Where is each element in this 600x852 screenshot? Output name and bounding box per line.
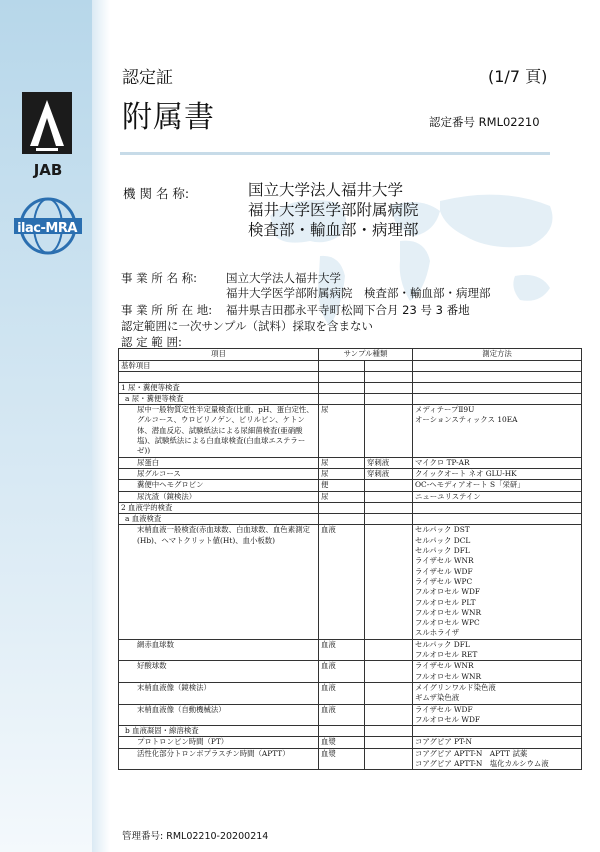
- table-cell-method: クイックオート ネオ GLU-HK: [413, 468, 582, 479]
- table-cell-sub: [365, 480, 413, 491]
- table-cell-sample: [319, 726, 365, 737]
- table-header-row: [119, 349, 582, 361]
- table-cell-sub: [365, 661, 413, 683]
- table-row: [119, 704, 582, 726]
- table-cell-sub: [365, 502, 413, 513]
- table-cell-method: [413, 382, 582, 393]
- table-cell-sub: [365, 682, 413, 704]
- table-cell-method: [413, 514, 582, 525]
- table-cell-sub: [365, 372, 413, 382]
- table-cell-item: 尿中一般物質定性半定量検査(比重、pH、蛋白定性、グルコース、ウロビリノゲン、ビリルビン、ケトン体、潜血反応、試験紙法による尿細菌検査(亜硝酸塩)、試験紙法による白血球検査(白血球エステラーゼ)): [119, 405, 319, 457]
- ilac-mra-logo-text: ilac-MRA: [17, 221, 77, 236]
- table-cell-sub: [365, 405, 413, 457]
- table-cell-sub: [365, 491, 413, 502]
- table-cell-method: セルパック DST セルパック DCL セルパック DFL ライザセル WNR ライザセル WDF ライザセル WPC フルオロセル WDF フルオロセル PLT フルオロセル WNR フルオロセル WPC スルホライザ: [413, 525, 582, 639]
- table-cell-sample: [319, 393, 365, 404]
- org-name-line: 福井大学医学部附属病院: [248, 201, 419, 219]
- table-cell-sample: 血液: [319, 525, 365, 639]
- table-cell-method: [413, 372, 582, 382]
- table-cell-item: 尿蛋白: [119, 457, 319, 468]
- table-cell-method: メディテープⅡ9U オーションスティックス 10EA: [413, 405, 582, 457]
- table-cell-item: 尿グルコース: [119, 468, 319, 479]
- address-label: 事 業 所 所 在 地:: [121, 303, 213, 317]
- table-cell-sub: [365, 393, 413, 404]
- scope-table: [118, 348, 582, 770]
- table-cell-item: 2 血液学的検査: [119, 502, 319, 513]
- table-row: [119, 382, 582, 393]
- table-cell-sample: 血液: [319, 682, 365, 704]
- table-cell-sample: [319, 502, 365, 513]
- table-cell-sample: 便: [319, 480, 365, 491]
- table-row: [119, 480, 582, 491]
- table-row: [119, 514, 582, 525]
- scope-label: 認 定 範 囲:: [121, 335, 182, 349]
- page-number: (1/7 頁): [488, 67, 548, 86]
- site-name-line: 福井大学医学部附属病院 検査部・輸血部・病理部: [226, 286, 491, 300]
- table-cell-sub: 穿刺液: [365, 457, 413, 468]
- table-cell-method: メイグリンワルド染色液 ギムザ染色液: [413, 682, 582, 704]
- table-cell-method: ニューユリステイン: [413, 491, 582, 502]
- table-cell-method: コアグピア APTT-N APTT 試薬 コアグピア APTT-N 塩化カルシウム液: [413, 748, 582, 770]
- table-cell-method: マイクロ TP-AR: [413, 457, 582, 468]
- cert-number: [429, 114, 540, 130]
- table-cell-sample: 血漿: [319, 737, 365, 748]
- table-cell-item: 糞便中ヘモグロビン: [119, 480, 319, 491]
- table-cell-method: [413, 502, 582, 513]
- table-row: [119, 737, 582, 748]
- org-name: [248, 180, 419, 240]
- table-cell-sample: 尿: [319, 405, 365, 457]
- table-cell-method: [413, 393, 582, 404]
- table-cell-sample: 血液: [319, 704, 365, 726]
- table-cell-method: ライザセル WDF フルオロセル WDF: [413, 704, 582, 726]
- table-cell-sample: 尿: [319, 457, 365, 468]
- table-cell-sample: [319, 372, 365, 382]
- table-cell-sub: [365, 639, 413, 661]
- table-cell-item: 網赤血球数: [119, 639, 319, 661]
- doc-type-label: 認定証: [122, 68, 173, 88]
- address-value: 福井県吉田郡永平寺町松岡下合月 23 号 3 番地: [226, 303, 470, 317]
- column-header: サンプル種類: [319, 349, 413, 361]
- table-cell-item: 末梢血液一般検査(赤血球数、白血球数、血色素測定(Hb)、ヘマトクリット値(Ht)、血小板数): [119, 525, 319, 639]
- management-number-label: 管理番号:: [122, 831, 164, 842]
- table-cell-method: OC-ヘモディアオート S「栄研」: [413, 480, 582, 491]
- table-cell-item: 1 尿・糞便等検査: [119, 382, 319, 393]
- table-cell-sub: [365, 748, 413, 770]
- table-row: [119, 502, 582, 513]
- table-cell-item: 末梢血液像（鏡検法）: [119, 682, 319, 704]
- site-name-line: 国立大学法人福井大学: [226, 271, 341, 285]
- table-cell-sub: [365, 361, 413, 372]
- table-cell-item: a 尿・糞便等検査: [119, 393, 319, 404]
- table-row: [119, 393, 582, 404]
- management-number-value: RML02210-20200214: [166, 831, 269, 842]
- table-row: [119, 639, 582, 661]
- table-cell-item: プロトロンビン時間（PT）: [119, 737, 319, 748]
- table-cell-sub: [365, 382, 413, 393]
- table-row: [119, 405, 582, 457]
- table-cell-sample: 血漿: [319, 748, 365, 770]
- table-cell-item: a 血液検査: [119, 514, 319, 525]
- table-cell-item: 末梢血液像（自動機械法）: [119, 704, 319, 726]
- column-header: 項目: [119, 349, 319, 361]
- table-row: [119, 748, 582, 770]
- table-row: [119, 682, 582, 704]
- table-cell-method: セルパック DFL フルオロセル RET: [413, 639, 582, 661]
- cert-number-label: 認定番号: [429, 115, 475, 129]
- table-row: [119, 726, 582, 737]
- table-cell-sub: [365, 525, 413, 639]
- header-rule: [120, 152, 550, 155]
- table-cell-sub: [365, 726, 413, 737]
- table-row: [119, 661, 582, 683]
- table-cell-sample: [319, 361, 365, 372]
- table-cell-sub: [365, 704, 413, 726]
- cert-number-value: RML02210: [478, 115, 540, 129]
- table-row: [119, 468, 582, 479]
- table-cell-sample: [319, 382, 365, 393]
- org-name-line: 国立大学法人福井大学: [248, 181, 404, 199]
- site-name: [226, 271, 491, 301]
- table-row: [119, 361, 582, 372]
- jab-logo-text: JAB: [33, 161, 63, 179]
- page-title: 附属書: [122, 100, 215, 135]
- table-row: [119, 525, 582, 639]
- jab-logo-icon: [22, 92, 72, 154]
- table-cell-sample: 尿: [319, 491, 365, 502]
- org-name-line: 検査部・輸血部・病理部: [248, 221, 419, 239]
- table-cell-item: 基幹項目: [119, 361, 319, 372]
- table-cell-sample: 血液: [319, 661, 365, 683]
- table-cell-method: [413, 726, 582, 737]
- table-row: [119, 457, 582, 468]
- management-number: [122, 828, 268, 842]
- table-cell-sub: [365, 514, 413, 525]
- table-cell-item: b 血液凝固・線溶検査: [119, 726, 319, 737]
- table-cell-method: [413, 361, 582, 372]
- table-cell-method: ライザセル WNR フルオロセル WNR: [413, 661, 582, 683]
- table-cell-sub: 穿刺液: [365, 468, 413, 479]
- table-cell-method: コアグピア PT-N: [413, 737, 582, 748]
- table-cell-item: [119, 372, 319, 382]
- site-name-label: 事 業 所 名 称:: [121, 271, 197, 285]
- table-cell-sample: [319, 514, 365, 525]
- table-cell-sample: 尿: [319, 468, 365, 479]
- table-cell-item: 好酸球数: [119, 661, 319, 683]
- scope-note: 認定範囲に一次サンプル（試料）採取を含まない: [121, 319, 373, 333]
- org-name-label: 機 関 名 称:: [123, 186, 190, 201]
- table-cell-item: 尿沈渣（鏡検法）: [119, 491, 319, 502]
- table-cell-sub: [365, 737, 413, 748]
- table-row: [119, 372, 582, 382]
- side-band-fade: [92, 0, 110, 852]
- table-row: [119, 491, 582, 502]
- table-cell-item: 活性化部分トロンボプラスチン時間（APTT）: [119, 748, 319, 770]
- column-header: 測定方法: [413, 349, 582, 361]
- table-cell-sample: 血液: [319, 639, 365, 661]
